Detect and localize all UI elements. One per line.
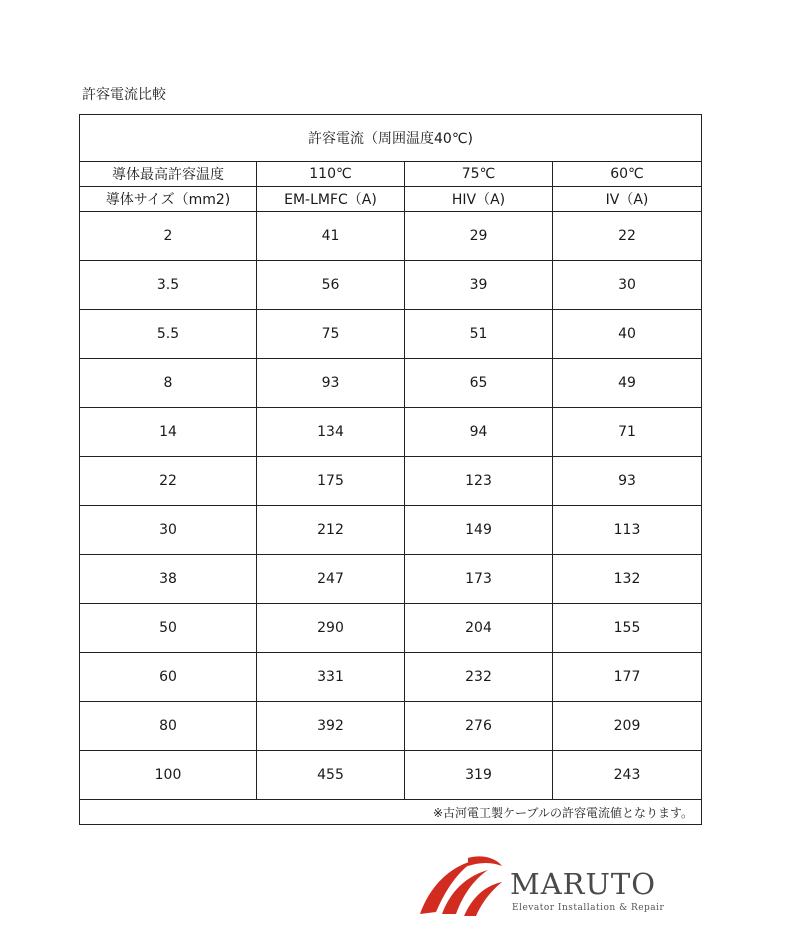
conductor-size-cell: 14 xyxy=(80,408,257,457)
table-row xyxy=(80,604,702,653)
conductor-size-cell: 30 xyxy=(80,506,257,555)
allowable-current-table xyxy=(79,114,702,825)
maruto-logo xyxy=(416,852,686,922)
iv-current-cell: 209 xyxy=(553,702,702,751)
conductor-size-cell: 3.5 xyxy=(80,261,257,310)
iv-current-cell: 243 xyxy=(553,751,702,800)
hiv-current-cell: 276 xyxy=(405,702,553,751)
conductor-size-cell: 2 xyxy=(80,212,257,261)
conductor-size-cell: 38 xyxy=(80,555,257,604)
conductor-size-cell: 100 xyxy=(80,751,257,800)
size-column-header: 導体サイズ（mm2) xyxy=(80,187,257,212)
hiv-column-header: HIV（A) xyxy=(405,187,553,212)
hiv-current-cell: 149 xyxy=(405,506,553,555)
table-row xyxy=(80,653,702,702)
hiv-current-cell: 51 xyxy=(405,310,553,359)
em-lmfc-current-cell: 175 xyxy=(257,457,405,506)
conductor-size-cell: 22 xyxy=(80,457,257,506)
em-lmfc-current-cell: 290 xyxy=(257,604,405,653)
table-row xyxy=(80,506,702,555)
temperature-em-lmfc: 110℃ xyxy=(257,162,405,187)
em-lmfc-current-cell: 455 xyxy=(257,751,405,800)
temperature-row-label: 導体最高許容温度 xyxy=(80,162,257,187)
hiv-current-cell: 94 xyxy=(405,408,553,457)
table-caption: 許容電流（周囲温度40℃) xyxy=(80,115,702,162)
hiv-current-cell: 39 xyxy=(405,261,553,310)
temperature-row xyxy=(80,162,702,187)
hiv-current-cell: 29 xyxy=(405,212,553,261)
table-row xyxy=(80,702,702,751)
em-lmfc-current-cell: 75 xyxy=(257,310,405,359)
em-lmfc-current-cell: 331 xyxy=(257,653,405,702)
logo-name: MARUTO xyxy=(510,867,657,901)
iv-current-cell: 132 xyxy=(553,555,702,604)
em-lmfc-current-cell: 212 xyxy=(257,506,405,555)
iv-current-cell: 49 xyxy=(553,359,702,408)
conductor-size-cell: 8 xyxy=(80,359,257,408)
hiv-current-cell: 204 xyxy=(405,604,553,653)
conductor-size-cell: 5.5 xyxy=(80,310,257,359)
logo-tagline: Elevator Installation & Repair xyxy=(512,903,665,913)
table-row xyxy=(80,310,702,359)
column-header-row xyxy=(80,187,702,212)
em-lmfc-current-cell: 247 xyxy=(257,555,405,604)
em-lmfc-current-cell: 56 xyxy=(257,261,405,310)
em-lmfc-current-cell: 134 xyxy=(257,408,405,457)
table-row xyxy=(80,555,702,604)
conductor-size-cell: 50 xyxy=(80,604,257,653)
maruto-swoosh-icon xyxy=(416,852,506,918)
table-row xyxy=(80,751,702,800)
hiv-current-cell: 232 xyxy=(405,653,553,702)
hiv-current-cell: 173 xyxy=(405,555,553,604)
iv-current-cell: 40 xyxy=(553,310,702,359)
table-row xyxy=(80,408,702,457)
table-caption-row xyxy=(80,115,702,162)
iv-current-cell: 177 xyxy=(553,653,702,702)
iv-current-cell: 93 xyxy=(553,457,702,506)
table-row xyxy=(80,212,702,261)
iv-current-cell: 155 xyxy=(553,604,702,653)
document-title: 許容電流比較 xyxy=(82,87,166,103)
table-row xyxy=(80,359,702,408)
iv-current-cell: 113 xyxy=(553,506,702,555)
iv-current-cell: 71 xyxy=(553,408,702,457)
temperature-hiv: 75℃ xyxy=(405,162,553,187)
em-lmfc-current-cell: 93 xyxy=(257,359,405,408)
table-body xyxy=(80,115,702,825)
hiv-current-cell: 65 xyxy=(405,359,553,408)
em-lmfc-current-cell: 392 xyxy=(257,702,405,751)
table-footnote: ※古河電工製ケーブルの許容電流値となります。 xyxy=(80,800,702,825)
table-note-row xyxy=(80,800,702,825)
em-lmfc-current-cell: 41 xyxy=(257,212,405,261)
table-row xyxy=(80,261,702,310)
temperature-iv: 60℃ xyxy=(553,162,702,187)
hiv-current-cell: 319 xyxy=(405,751,553,800)
conductor-size-cell: 80 xyxy=(80,702,257,751)
table-row xyxy=(80,457,702,506)
conductor-size-cell: 60 xyxy=(80,653,257,702)
iv-current-cell: 30 xyxy=(553,261,702,310)
em-lmfc-column-header: EM-LMFC（A) xyxy=(257,187,405,212)
hiv-current-cell: 123 xyxy=(405,457,553,506)
iv-current-cell: 22 xyxy=(553,212,702,261)
iv-column-header: IV（A) xyxy=(553,187,702,212)
